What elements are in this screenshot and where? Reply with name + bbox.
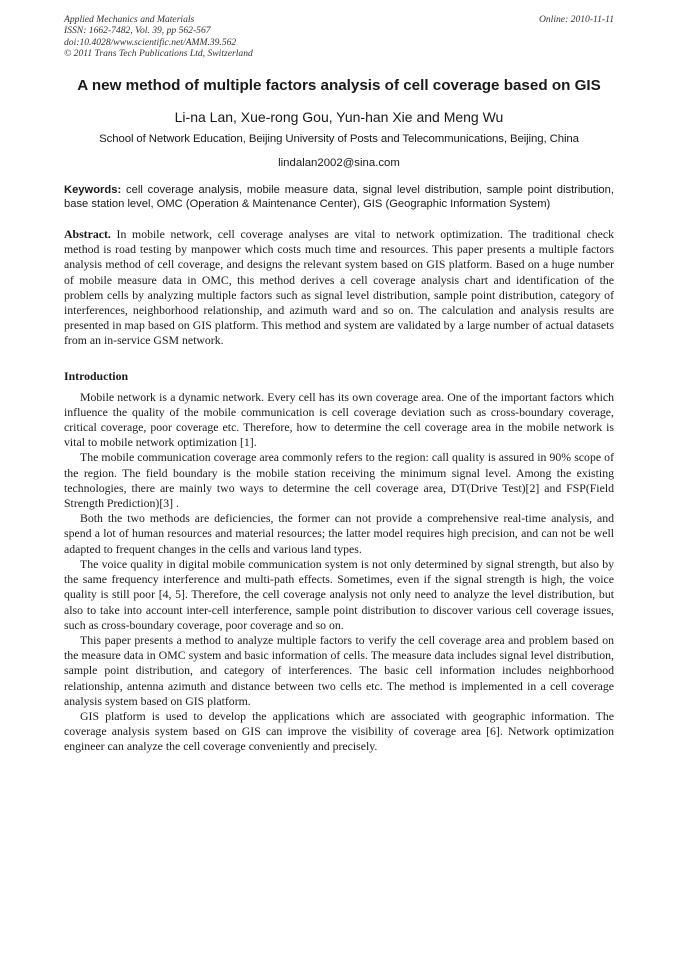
copyright-line: © 2011 Trans Tech Publications Ltd, Switzerland xyxy=(64,48,253,60)
abstract-block xyxy=(64,227,614,349)
paper-page xyxy=(64,14,614,755)
intro-paragraph: The mobile communication coverage area commonly refers to the region: call quality is assured in 90% scope of the region. The field boundary is the mobile station receiving the minimum signal level. Among the existing technologies, there are mainly two ways to determine the cell coverage area, DT(Drive Test)[2] and FSP(Field Strength Prediction)[3] . xyxy=(64,450,614,511)
doi-line: doi:10.4028/www.scientific.net/AMM.39.562 xyxy=(64,36,237,48)
paper-title: A new method of multiple factors analysis of cell coverage based on GIS xyxy=(77,76,601,94)
intro-paragraph: Mobile network is a dynamic network. Every cell has its own coverage area. One of the important factors which influence the quality of the mobile communication is cell coverage deviation such as cross-boundary coverage, critical coverage, poor coverage etc. Therefore, how to determine the cell coverage area in the mobile network is vital to mobile network optimization [1]. xyxy=(64,389,614,450)
author-email: lindalan2002@sina.com xyxy=(278,156,400,169)
journal-name: Applied Mechanics and Materials xyxy=(64,14,195,25)
keywords-text: cell coverage analysis, mobile measure data, signal level distribution, sample point distribution, base station level, OMC (Operation & Maintenance Center), GIS (Geographic Information System) xyxy=(64,183,614,210)
intro-paragraph: This paper presents a method to analyze multiple factors to verify the cell coverage area and problem based on the measure data in OMC system and basic information of cells. The measure data includes signal level distribution, sample point distribution, and category of interferences. The basic cell information includes neighborhood relationship, antenna azimuth and distance between two cells etc. The method is implemented in a cell coverage analysis system based on GIS platform. xyxy=(64,632,614,708)
keywords-block xyxy=(64,183,614,211)
section-heading-introduction: Introduction xyxy=(64,368,129,383)
abstract-text: In mobile network, cell coverage analyses are vital to network optimization. The traditional check method is road testing by manpower which costs much time and resources. This paper presents a multiple factors analysis method of cell coverage, and designs the relevant system based on GIS platform. Based on a huge number of mobile measure data in OMC, this method derives a cell coverage analysis chart and identification of the problem cells by analyzing multiple factors such as signal level distribution, sample point distribution, category of interferences, neighborhood relationship, and azimuth ward and so on. The calculation and analysis results are presented in map based on GIS platform. This method and system are validated by a large number of actual datasets from an in-service GSM network. xyxy=(64,227,614,348)
intro-paragraph: Both the two methods are deficiencies, the former can not provide a comprehensive real-time analysis, and spend a lot of human resources and material resources; the latter model requires high precision, and can not be well adapted to frequent changes in the cells and various land types. xyxy=(64,511,614,556)
intro-paragraph: GIS platform is used to develop the applications which are associated with geographic information. The coverage analysis system based on GIS can improve the visibility of coverage area [6]. Network optimization engineer can analyze the cell coverage conveniently and precisely. xyxy=(64,708,614,754)
journal-header xyxy=(64,14,614,60)
online-date: Online: 2010-11-11 xyxy=(538,14,614,25)
keywords-label: Keywords: xyxy=(64,183,122,196)
author-list: Li-na Lan, Xue-rong Gou, Yun-han Xie and Meng Wu xyxy=(174,108,504,125)
abstract-label: Abstract. xyxy=(64,227,111,242)
affiliation: School of Network Education, Beijing University of Posts and Telecommunications, Beijing, China xyxy=(99,132,579,145)
issn-line: ISSN: 1662-7482, Vol. 39, pp 562-567 xyxy=(64,25,211,37)
intro-paragraph: The voice quality in digital mobile communication system is not only determined by signal strength, but also by the same frequency interference and multi-path effects. Sometimes, even if the signal strength is high, the voice quality is still poor [4, 5]. Therefore, the cell coverage analysis not only need to analyze the level distribution, but also to take into account inter-cell interference, sample point distribution to discover various cell coverage issues, such as cross-boundary coverage, poor coverage and so on. xyxy=(64,556,614,632)
